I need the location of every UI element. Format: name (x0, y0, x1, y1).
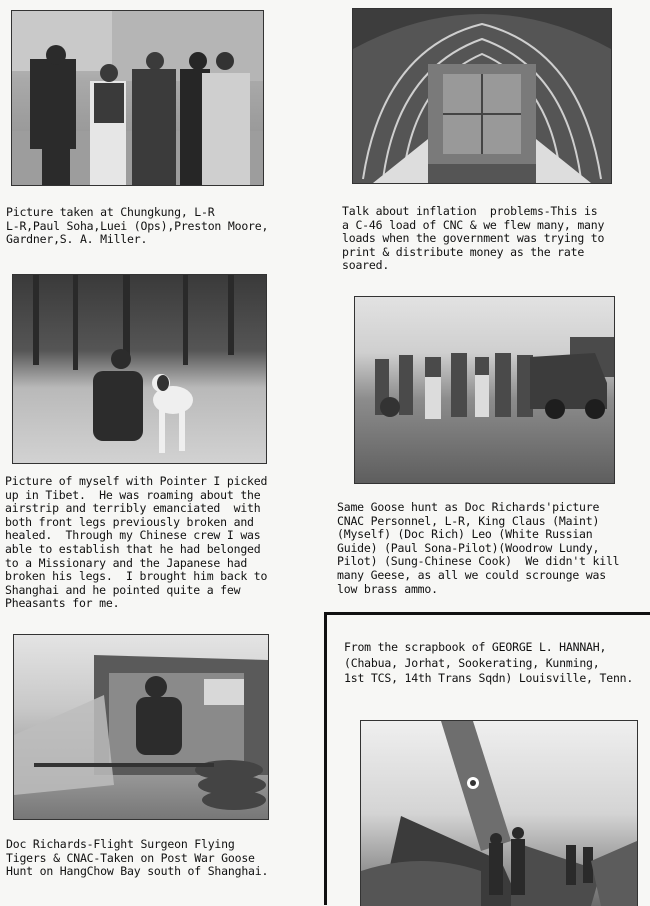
caption-doc-richards: Doc Richards-Flight Surgeon Flying Tigers & CNAC-Taken on Post War Goose Hunt on HangChow Bay south of Shanghai. (6, 837, 269, 879)
caption-goose-hunt: Same Goose hunt as Doc Richards'picture CNAC Personnel, L-R, King Claus (Maint) (Myself) (Doc Rich) Leo (White Russian Guide) (Paul Sona-Pilot)(Woodrow Lundy, Pilot) (Sung-Chinese Cook) We didn't kill many Geese, as all we could scrounge was low brass ammo. (337, 500, 620, 596)
photo-doc-richards-vehicle (13, 634, 269, 820)
caption-inflation: Talk about inflation problems-This is a C-46 load of CNC & we flew many, many loads when the government was trying to print & distribute money as the rate soared. (342, 204, 605, 273)
caption-chungking: Picture taken at Chungkung, L-R L-R,Paul Soha,Luei (Ops),Preston Moore, Gardner,S. A. Miller. (6, 205, 269, 247)
caption-pointer: Picture of myself with Pointer I picked up in Tibet. He was roaming about the airstrip and terribly emanciated with both front legs previously broken and healed. Through my Chinese crew I was able to establish that he had belonged to a Missionary and the Japanese had broken his legs. I brought him back to Shanghai and he pointed quite a few Pheasants for me. (5, 474, 268, 611)
photo-man-with-pointer (12, 274, 267, 464)
photo-c46-cargo-interior (352, 8, 612, 184)
caption-scrapbook: From the scrapbook of GEORGE L. HANNAH, (Chabua, Jorhat, Sookerating, Kunming, 1st TCS, 14th Trans Sqdn) Louisville, Tenn. (344, 640, 634, 685)
photo-group-chungking (11, 10, 264, 186)
photo-crashed-aircraft (360, 720, 638, 906)
photo-goose-hunt-group (354, 296, 615, 484)
